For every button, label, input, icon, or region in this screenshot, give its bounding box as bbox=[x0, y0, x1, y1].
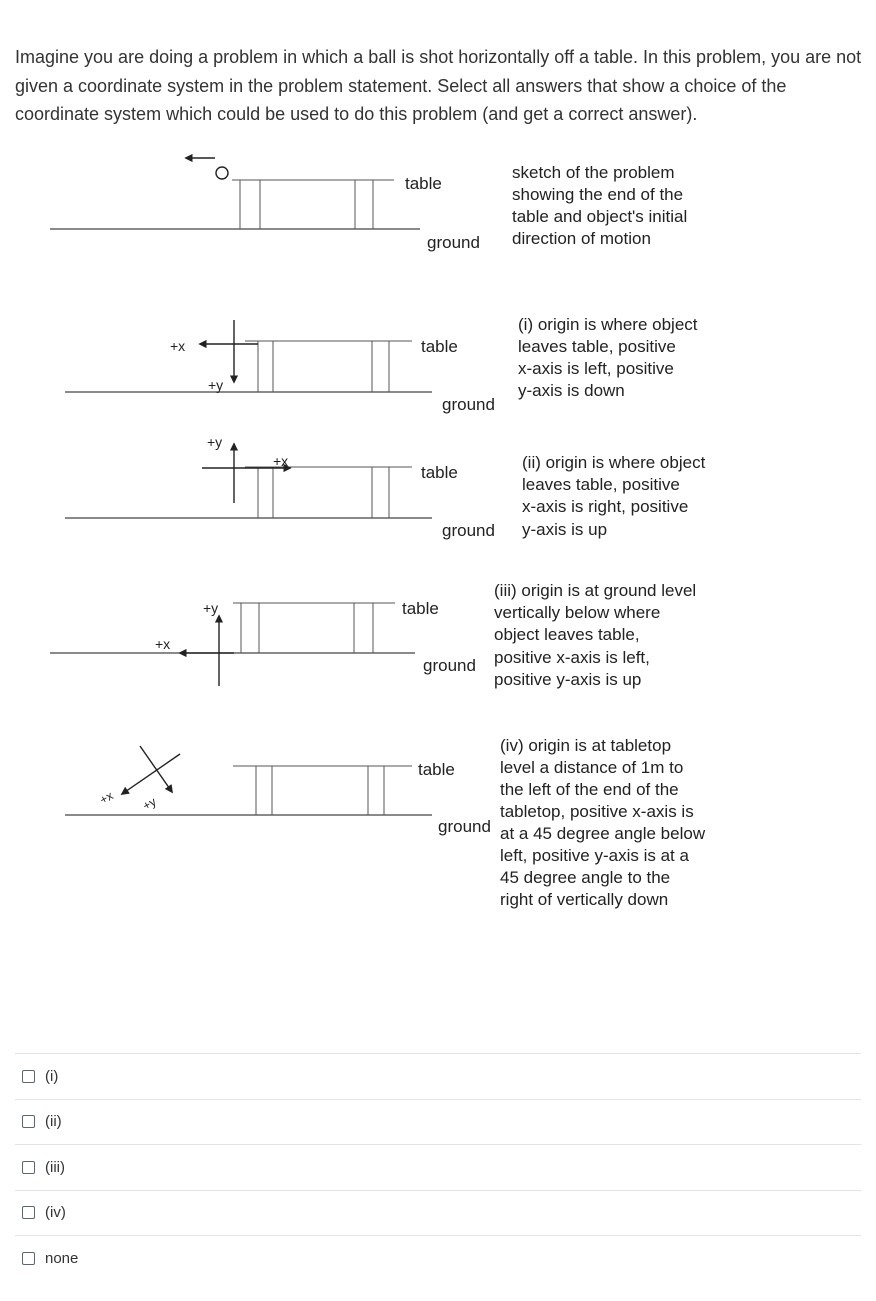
panel-i bbox=[65, 315, 698, 414]
checkbox-icon[interactable] bbox=[22, 1070, 35, 1083]
panel-i-x-label: +x bbox=[170, 338, 186, 354]
panel-iv bbox=[65, 736, 706, 909]
panel-iv-caption bbox=[500, 736, 706, 909]
svg-text:at a 45 degree angle below: at a 45 degree angle below bbox=[500, 824, 706, 843]
svg-text:(iii) origin is at ground leve: (iii) origin is at ground level bbox=[494, 581, 697, 600]
svg-text:vertically below where: vertically below where bbox=[494, 603, 661, 622]
panel-iv-table-label: table bbox=[418, 760, 455, 779]
ball-icon bbox=[216, 167, 228, 179]
panel-iv-y-axis-icon bbox=[140, 746, 172, 792]
panel-ii bbox=[65, 434, 706, 540]
panel-iv-ground-label: ground bbox=[438, 817, 491, 836]
panel-iii-y-label: +y bbox=[203, 600, 219, 616]
svg-text:leaves table, positive: leaves table, positive bbox=[518, 337, 676, 356]
panel-iii-table-label: table bbox=[402, 599, 439, 618]
option-none[interactable] bbox=[15, 1235, 861, 1281]
sketch-table bbox=[232, 180, 394, 229]
panel-iii-x-label: +x bbox=[155, 636, 171, 652]
question-text: Imagine you are doing a problem in which a ball is shot horizontally off a table. In this problem, you are not given a coordinate system in the problem statement. Select all answers that show a choice of the coordinate system which could be used to do this problem (and get a correct answer). bbox=[15, 47, 862, 124]
panel-iii-ground-label: ground bbox=[423, 656, 476, 675]
panel-iv-x-label: +x bbox=[97, 788, 116, 808]
svg-text:x-axis is right, positive: x-axis is right, positive bbox=[522, 497, 689, 516]
svg-text:left, positive y-axis is at a: left, positive y-axis is at a bbox=[500, 846, 689, 865]
option-label: (iii) bbox=[45, 1158, 65, 1176]
panel-ii-caption bbox=[522, 453, 706, 539]
svg-text:x-axis is left, positive: x-axis is left, positive bbox=[518, 359, 674, 378]
checkbox-icon[interactable] bbox=[22, 1206, 35, 1219]
answer-options bbox=[15, 1053, 861, 1281]
svg-text:(i) origin is where object: (i) origin is where object bbox=[518, 315, 698, 334]
panel-i-y-label: +y bbox=[208, 377, 224, 393]
panel-iv-table bbox=[233, 766, 412, 815]
option-label: (i) bbox=[45, 1067, 59, 1085]
panel-ii-x-label: +x bbox=[273, 453, 289, 469]
svg-text:object leaves table,: object leaves table, bbox=[494, 625, 640, 644]
svg-text:45 degree angle to the: 45 degree angle to the bbox=[500, 868, 671, 887]
sketch-ground-label: ground bbox=[427, 233, 480, 252]
panel-ii-ground-label: ground bbox=[442, 521, 495, 540]
option-ii[interactable] bbox=[15, 1099, 861, 1145]
svg-text:(iv) origin is at tabletop: (iv) origin is at tabletop bbox=[500, 736, 672, 755]
svg-text:the left of the end of the: the left of the end of the bbox=[500, 780, 679, 799]
svg-text:y-axis is up: y-axis is up bbox=[522, 520, 608, 539]
svg-text:right of vertically down: right of vertically down bbox=[500, 890, 669, 909]
checkbox-icon[interactable] bbox=[22, 1252, 35, 1265]
svg-text:direction of motion: direction of motion bbox=[512, 229, 651, 248]
option-iv[interactable] bbox=[15, 1190, 861, 1236]
svg-text:showing the end of the: showing the end of the bbox=[512, 185, 684, 204]
panel-iv-x-axis-icon bbox=[122, 754, 180, 794]
svg-text:positive x-axis is left,: positive x-axis is left, bbox=[494, 648, 650, 667]
svg-text:table and object's initial: table and object's initial bbox=[512, 207, 688, 226]
svg-text:positive y-axis is up: positive y-axis is up bbox=[494, 670, 642, 689]
panel-i-table-label: table bbox=[421, 337, 458, 356]
svg-text:tabletop, positive x-axis is: tabletop, positive x-axis is bbox=[500, 802, 694, 821]
panel-ii-y-label: +y bbox=[207, 434, 223, 450]
svg-text:level a distance of 1m to: level a distance of 1m to bbox=[500, 758, 684, 777]
option-label: none bbox=[45, 1249, 79, 1267]
option-label: (iv) bbox=[45, 1204, 66, 1222]
panel-i-table bbox=[245, 341, 412, 392]
panel-ii-table-label: table bbox=[421, 463, 458, 482]
option-label: (ii) bbox=[45, 1113, 62, 1131]
sketch-table-label: table bbox=[405, 174, 442, 193]
svg-text:(ii) origin is where object: (ii) origin is where object bbox=[522, 453, 706, 472]
panel-iv-y-label: +y bbox=[140, 794, 159, 814]
option-iii[interactable] bbox=[15, 1144, 861, 1190]
svg-text:sketch of the problem: sketch of the problem bbox=[512, 163, 675, 182]
panel-iii-caption bbox=[494, 581, 696, 689]
checkbox-icon[interactable] bbox=[22, 1115, 35, 1128]
panel-ii-table bbox=[245, 467, 412, 518]
checkbox-icon[interactable] bbox=[22, 1161, 35, 1174]
sketch-panel bbox=[50, 158, 687, 252]
svg-text:leaves table, positive: leaves table, positive bbox=[522, 475, 680, 494]
panel-i-ground-label: ground bbox=[442, 395, 495, 414]
option-i[interactable] bbox=[15, 1053, 861, 1099]
panel-iii-table bbox=[233, 603, 395, 653]
panel-iii bbox=[50, 581, 696, 689]
panel-i-caption bbox=[518, 315, 698, 400]
sketch-caption bbox=[512, 163, 687, 248]
svg-text:y-axis is down: y-axis is down bbox=[518, 381, 625, 400]
